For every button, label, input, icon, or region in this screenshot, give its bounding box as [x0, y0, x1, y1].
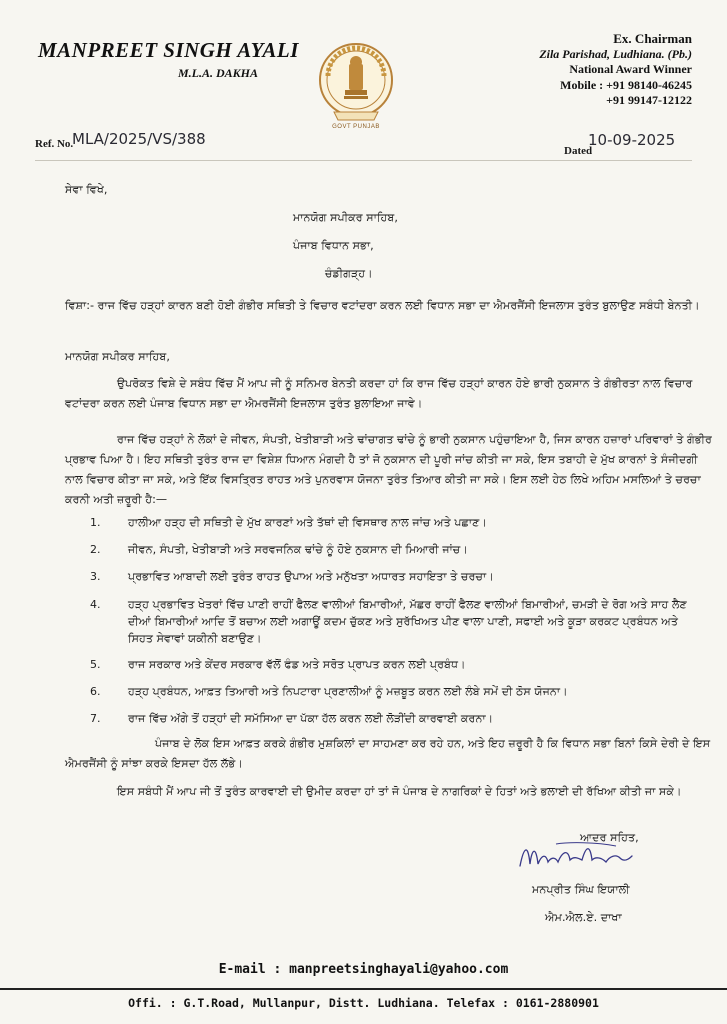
list-item-number: 3.	[90, 570, 101, 583]
handwritten-signature-icon	[516, 836, 636, 876]
list-item-number: 2.	[90, 543, 101, 556]
footer-address: Offi. : G.T.Road, Mullanpur, Distt. Ludhiana. Telefax : 0161-2880901	[128, 996, 599, 1010]
footer-email: E-mail : manpreetsinghayali@yahoo.com	[218, 962, 509, 977]
letterhead-divider	[35, 160, 692, 161]
list-item-number: 6.	[90, 685, 101, 698]
date-value: 10-09-2025	[588, 131, 676, 149]
letterhead-name: MANPREET SINGH AYALI	[38, 38, 299, 62]
letterhead-right-block	[539, 31, 692, 109]
letterhead-award: National Award Winner	[569, 62, 692, 76]
addressee-line-1: ਮਾਨਯੋਗ ਸਪੀਕਰ ਸਾਹਿਬ,	[293, 211, 398, 224]
list-item: ਰਾਜ ਵਿੱਚ ਅੱਗੇ ਤੋਂ ਹੜ੍ਹਾਂ ਦੀ ਸਮੱਸਿਆ ਦਾ ਪੱਕਾ ਹੱਲ ਕਰਨ ਲਈ ਲੋੜੀਂਦੀ ਕਾਰਵਾਈ ਕਰਨਾ।	[128, 712, 494, 725]
closing: ਆਦਰ ਸਹਿਤ,	[580, 831, 639, 844]
greeting: ਮਾਨਯੋਗ ਸਪੀਕਰ ਸਾਹਿਬ,	[65, 350, 170, 363]
paragraph-3: ਪੰਜਾਬ ਦੇ ਲੋਕ ਇਸ ਆਫ਼ਤ ਕਰਕੇ ਗੰਭੀਰ ਮੁਸ਼ਕਿਲਾਂ ਦਾ ਸਾਹਮਣਾ ਕਰ ਰਹੇ ਹਨ, ਅਤੇ ਇਹ ਜ਼ਰੂਰੀ ਹੈ ਕਿ ਵਿਧਾਨ ਸਭਾ ਬਿਨਾਂ ਕਿਸੇ ਦੇਰੀ ਦੇ ਇਸ ਐਮਰਜੈਂਸੀ ਨੂੰ ਸਾਂਝਾ ਕਰਕੇ ਇਸਦਾ ਹੱਲ ਲੱਭੇ।	[65, 737, 711, 770]
letterhead-designation: M.L.A. DAKHA	[178, 66, 259, 80]
paragraph-1: ਉਪਰੋਕਤ ਵਿਸ਼ੇ ਦੇ ਸਬੰਧ ਵਿੱਚ ਮੈਂ ਆਪ ਜੀ ਨੂੰ ਸਨਿਮਰ ਬੇਨਤੀ ਕਰਦਾ ਹਾਂ ਕਿ ਰਾਜ ਵਿੱਚ ਹੜ੍ਹਾਂ ਕਾਰਨ ਹੋਏ ਭਾਰੀ ਨੁਕਸਾਨ ਤੇ ਗੰਭੀਰਤਾ ਨਾਲ ਵਿਚਾਰ ਵਟਾਂਦਰਾ ਕਰਨ ਲਈ ਪੰਜਾਬ ਵਿਧਾਨ ਸਭਾ ਦਾ ਐਮਰਜੈਂਸੀ ਇਜਲਾਸ ਤੁਰੰਤ ਬੁਲਾਇਆ ਜਾਵੇ।	[65, 377, 693, 410]
ref-number: MLA/2025/VS/388	[72, 130, 206, 148]
list-item-number: 1.	[90, 516, 101, 529]
list-item: ਹੜ੍ਹ ਪ੍ਰਭਾਵਿਤ ਖੇਤਰਾਂ ਵਿੱਚ ਪਾਣੀ ਰਾਹੀਂ ਫੈਲਣ ਵਾਲੀਆਂ ਬਿਮਾਰੀਆਂ, ਮੱਛਰ ਰਾਹੀਂ ਫੈਲਣ ਵਾਲੀਆਂ ਬਿਮਾਰੀਆਂ, ਚਮੜੀ ਦੇ ਰੋਗ ਅਤੇ ਸਾਹ ਲੈਣ ਦੀਆਂ ਬਿਮਾਰੀਆਂ ਆਦਿ ਤੋਂ ਬਚਾਅ ਲਈ ਅਗਾਊਂ ਕਦਮ ਚੁੱਕਣ ਅਤੇ ਸੁਰੱਖਿਅਤ ਪੀਣ ਵਾਲਾ ਪਾਣੀ, ਸਫਾਈ ਅਤੇ ਕੂੜਾ ਕਰਕਟ ਪ੍ਰਬੰਧਨ ਅਤੇ ਸਿਹਤ ਸੇਵਾਵਾਂ ਯਕੀਨੀ ਬਣਾਉਣ।	[128, 598, 687, 645]
list-item-number: 5.	[90, 658, 101, 671]
list-item: ਰਾਜ ਸਰਕਾਰ ਅਤੇ ਕੇਂਦਰ ਸਰਕਾਰ ਵੱਲੋਂ ਫੰਡ ਅਤੇ ਸਰੋਤ ਪ੍ਰਾਪਤ ਕਰਨ ਲਈ ਪ੍ਰਬੰਧ।	[128, 658, 466, 671]
list-item: ਜੀਵਨ, ਸੰਪਤੀ, ਖੇਤੀਬਾੜੀ ਅਤੇ ਸਰਵਜਨਿਕ ਢਾਂਚੇ ਨੂੰ ਹੋਏ ਨੁਕਸਾਨ ਦੀ ਮਿਆਰੀ ਜਾਂਚ।	[128, 543, 468, 556]
list-item-number: 7.	[90, 712, 101, 725]
date-label: Dated	[564, 145, 593, 157]
list-item: ਹੜ੍ਹ ਪ੍ਰਬੰਧਨ, ਆਫ਼ਤ ਤਿਆਰੀ ਅਤੇ ਨਿਪਟਾਰਾ ਪ੍ਰਣਾਲੀਆਂ ਨੂੰ ਮਜ਼ਬੂਤ ਕਰਨ ਲਈ ਲੰਬੇ ਸਮੇਂ ਦੀ ਠੋਸ ਯੋਜਨਾ।	[128, 685, 568, 698]
emblem-caption: GOVT PUNJAB	[332, 124, 380, 130]
letterhead-ex-chairman: Ex. Chairman	[613, 31, 692, 46]
punjab-emblem-icon	[314, 40, 398, 132]
addressee-line-2: ਪੰਜਾਬ ਵਿਧਾਨ ਸਭਾ,	[293, 239, 374, 252]
letterhead-mobile-2: +91 99147-12122	[606, 93, 692, 107]
list-item-number: 4.	[90, 598, 101, 611]
paragraph-2: ਰਾਜ ਵਿੱਚ ਹੜ੍ਹਾਂ ਨੇ ਲੋਕਾਂ ਦੇ ਜੀਵਨ, ਸੰਪਤੀ, ਖੇਤੀਬਾੜੀ ਅਤੇ ਢਾਂਚਾਗਤ ਢਾਂਚੇ ਨੂੰ ਭਾਰੀ ਨੁਕਸਾਨ ਪਹੁੰਚਾਇਆ ਹੈ, ਜਿਸ ਕਾਰਨ ਹਜ਼ਾਰਾਂ ਪਰਿਵਾਰਾਂ ਤੇ ਗੰਭੀਰ ਪ੍ਰਭਾਵ ਪਿਆ ਹੈ। ਇਹ ਸਥਿਤੀ ਤੁਰੰਤ ਰਾਜ ਦਾ ਵਿਸ਼ੇਸ਼ ਧਿਆਨ ਮੰਗਦੀ ਹੈ ਤਾਂ ਜੋ ਨੁਕਸਾਨ ਦੀ ਪੂਰੀ ਜਾਂਚ ਕੀਤੀ ਜਾ ਸਕੇ, ਇਸ ਤਬਾਹੀ ਦੇ ਮੁੱਖ ਕਾਰਨਾਂ ਤੇ ਸੰਜੀਦਗੀ ਨਾਲ ਵਿਚਾਰ ਕੀਤਾ ਜਾ ਸਕੇ, ਅਤੇ ਇੱਕ ਵਿਸਤ੍ਰਿਤ ਰਾਹਤ ਅਤੇ ਪੁਨਰਵਾਸ ਯੋਜਨਾ ਤੁਰੰਤ ਤਿਆਰ ਕੀਤੀ ਜਾ ਸਕੇ। ਇਸ ਲਈ ਹੇਠ ਲਿਖੇ ਅਹਿਮ ਮਸਲਿਆਂ ਤੇ ਚਰਚਾ ਕਰਨੀ ਅਤੀ ਜ਼ਰੂਰੀ ਹੈ:—	[65, 433, 712, 506]
letterhead-mobile-1: Mobile : +91 98140-46245	[560, 77, 692, 92]
list-item: ਪ੍ਰਭਾਵਿਤ ਆਬਾਦੀ ਲਈ ਤੁਰੰਤ ਰਾਹਤ ਉਪਾਅ ਅਤੇ ਮਨੁੱਖਤਾ ਅਧਾਰਤ ਸਹਾਇਤਾ ਤੇ ਚਰਚਾ।	[128, 570, 494, 583]
signatory-name: ਮਨਪ੍ਰੀਤ ਸਿੰਘ ਇਯਾਲੀ	[532, 883, 630, 896]
footer-divider	[0, 988, 727, 990]
signatory-designation: ਐਮ.ਐਲ.ਏ. ਦਾਖਾ	[545, 911, 622, 924]
ref-label: Ref. No.	[35, 138, 74, 150]
paragraph-4: ਇਸ ਸਬੰਧੀ ਮੈਂ ਆਪ ਜੀ ਤੋਂ ਤੁਰੰਤ ਕਾਰਵਾਈ ਦੀ ਉਮੀਦ ਕਰਦਾ ਹਾਂ ਤਾਂ ਜੋ ਪੰਜਾਬ ਦੇ ਨਾਗਰਿਕਾਂ ਦੇ ਹਿਤਾਂ ਅਤੇ ਭਲਾਈ ਦੀ ਰੱਖਿਆ ਕੀਤੀ ਜਾ ਸਕੇ।	[117, 785, 682, 798]
salutation-to: ਸੇਵਾ ਵਿਖੇ,	[65, 183, 108, 196]
addressee-line-3: ਚੰਡੀਗੜ੍ਹ।	[325, 267, 373, 280]
list-item: ਹਾਲੀਆ ਹੜ੍ਹ ਦੀ ਸਥਿਤੀ ਦੇ ਮੁੱਖ ਕਾਰਣਾਂ ਅਤੇ ਤੱਥਾਂ ਦੀ ਵਿਸਥਾਰ ਨਾਲ ਜਾਂਚ ਅਤੇ ਪਛਾਣ।	[128, 516, 487, 529]
subject: ਵਿਸ਼ਾ:- ਰਾਜ ਵਿੱਚ ਹੜ੍ਹਾਂ ਕਾਰਨ ਬਣੀ ਹੋਈ ਗੰਭੀਰ ਸਥਿਤੀ ਤੇ ਵਿਚਾਰ ਵਟਾਂਦਰਾ ਕਰਨ ਲਈ ਵਿਧਾਨ ਸਭਾ ਦਾ ਐਮਰਜੈਂਸੀ ਇਜਲਾਸ ਤੁਰੰਤ ਬੁਲਾਉਣ ਸਬੰਧੀ ਬੇਨਤੀ।	[65, 299, 700, 312]
letterhead-zila-parishad: Zila Parishad, Ludhiana. (Pb.)	[539, 46, 692, 61]
